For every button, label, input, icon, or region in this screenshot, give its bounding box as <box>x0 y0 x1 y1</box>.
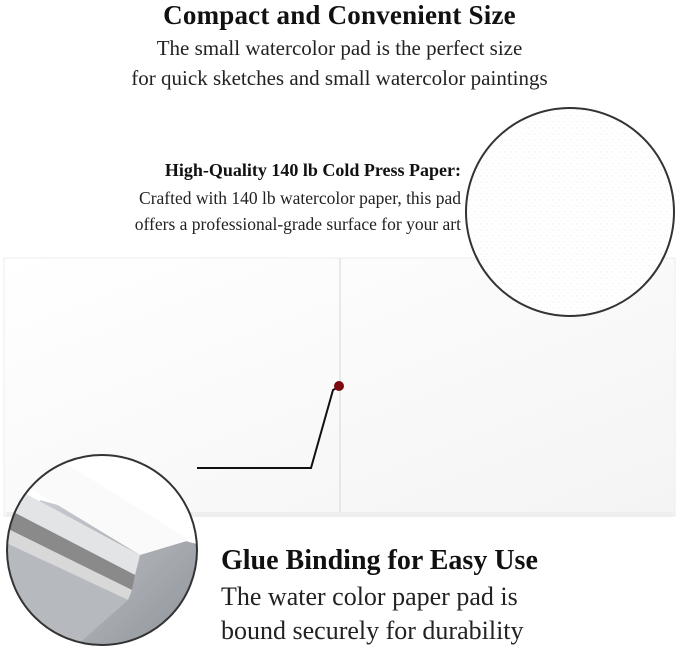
quality-feature-line-2: offers a professional-grade surface for your art <box>134 214 461 234</box>
paper-texture-circle <box>466 108 674 316</box>
headline-description-line-2: for quick sketches and small watercolor paintings <box>131 66 548 90</box>
callout-pointer <box>197 381 344 468</box>
binding-feature-line-1: The water color paper pad is <box>221 582 518 611</box>
binding-detail-circle <box>0 455 200 654</box>
headline: Compact and Convenient Size <box>163 0 516 30</box>
binding-feature-title: Glue Binding for Easy Use <box>221 545 538 576</box>
headline-description-line-1: The small watercolor pad is the perfect size <box>156 36 523 60</box>
binding-feature-line-2: bound securely for durability <box>221 616 524 645</box>
open-paper-pad <box>4 258 675 517</box>
quality-feature-line-1: Crafted with 140 lb watercolor paper, this pad <box>139 188 461 208</box>
callout-dot <box>334 381 344 391</box>
quality-feature-title: High-Quality 140 lb Cold Press Paper: <box>164 160 461 180</box>
